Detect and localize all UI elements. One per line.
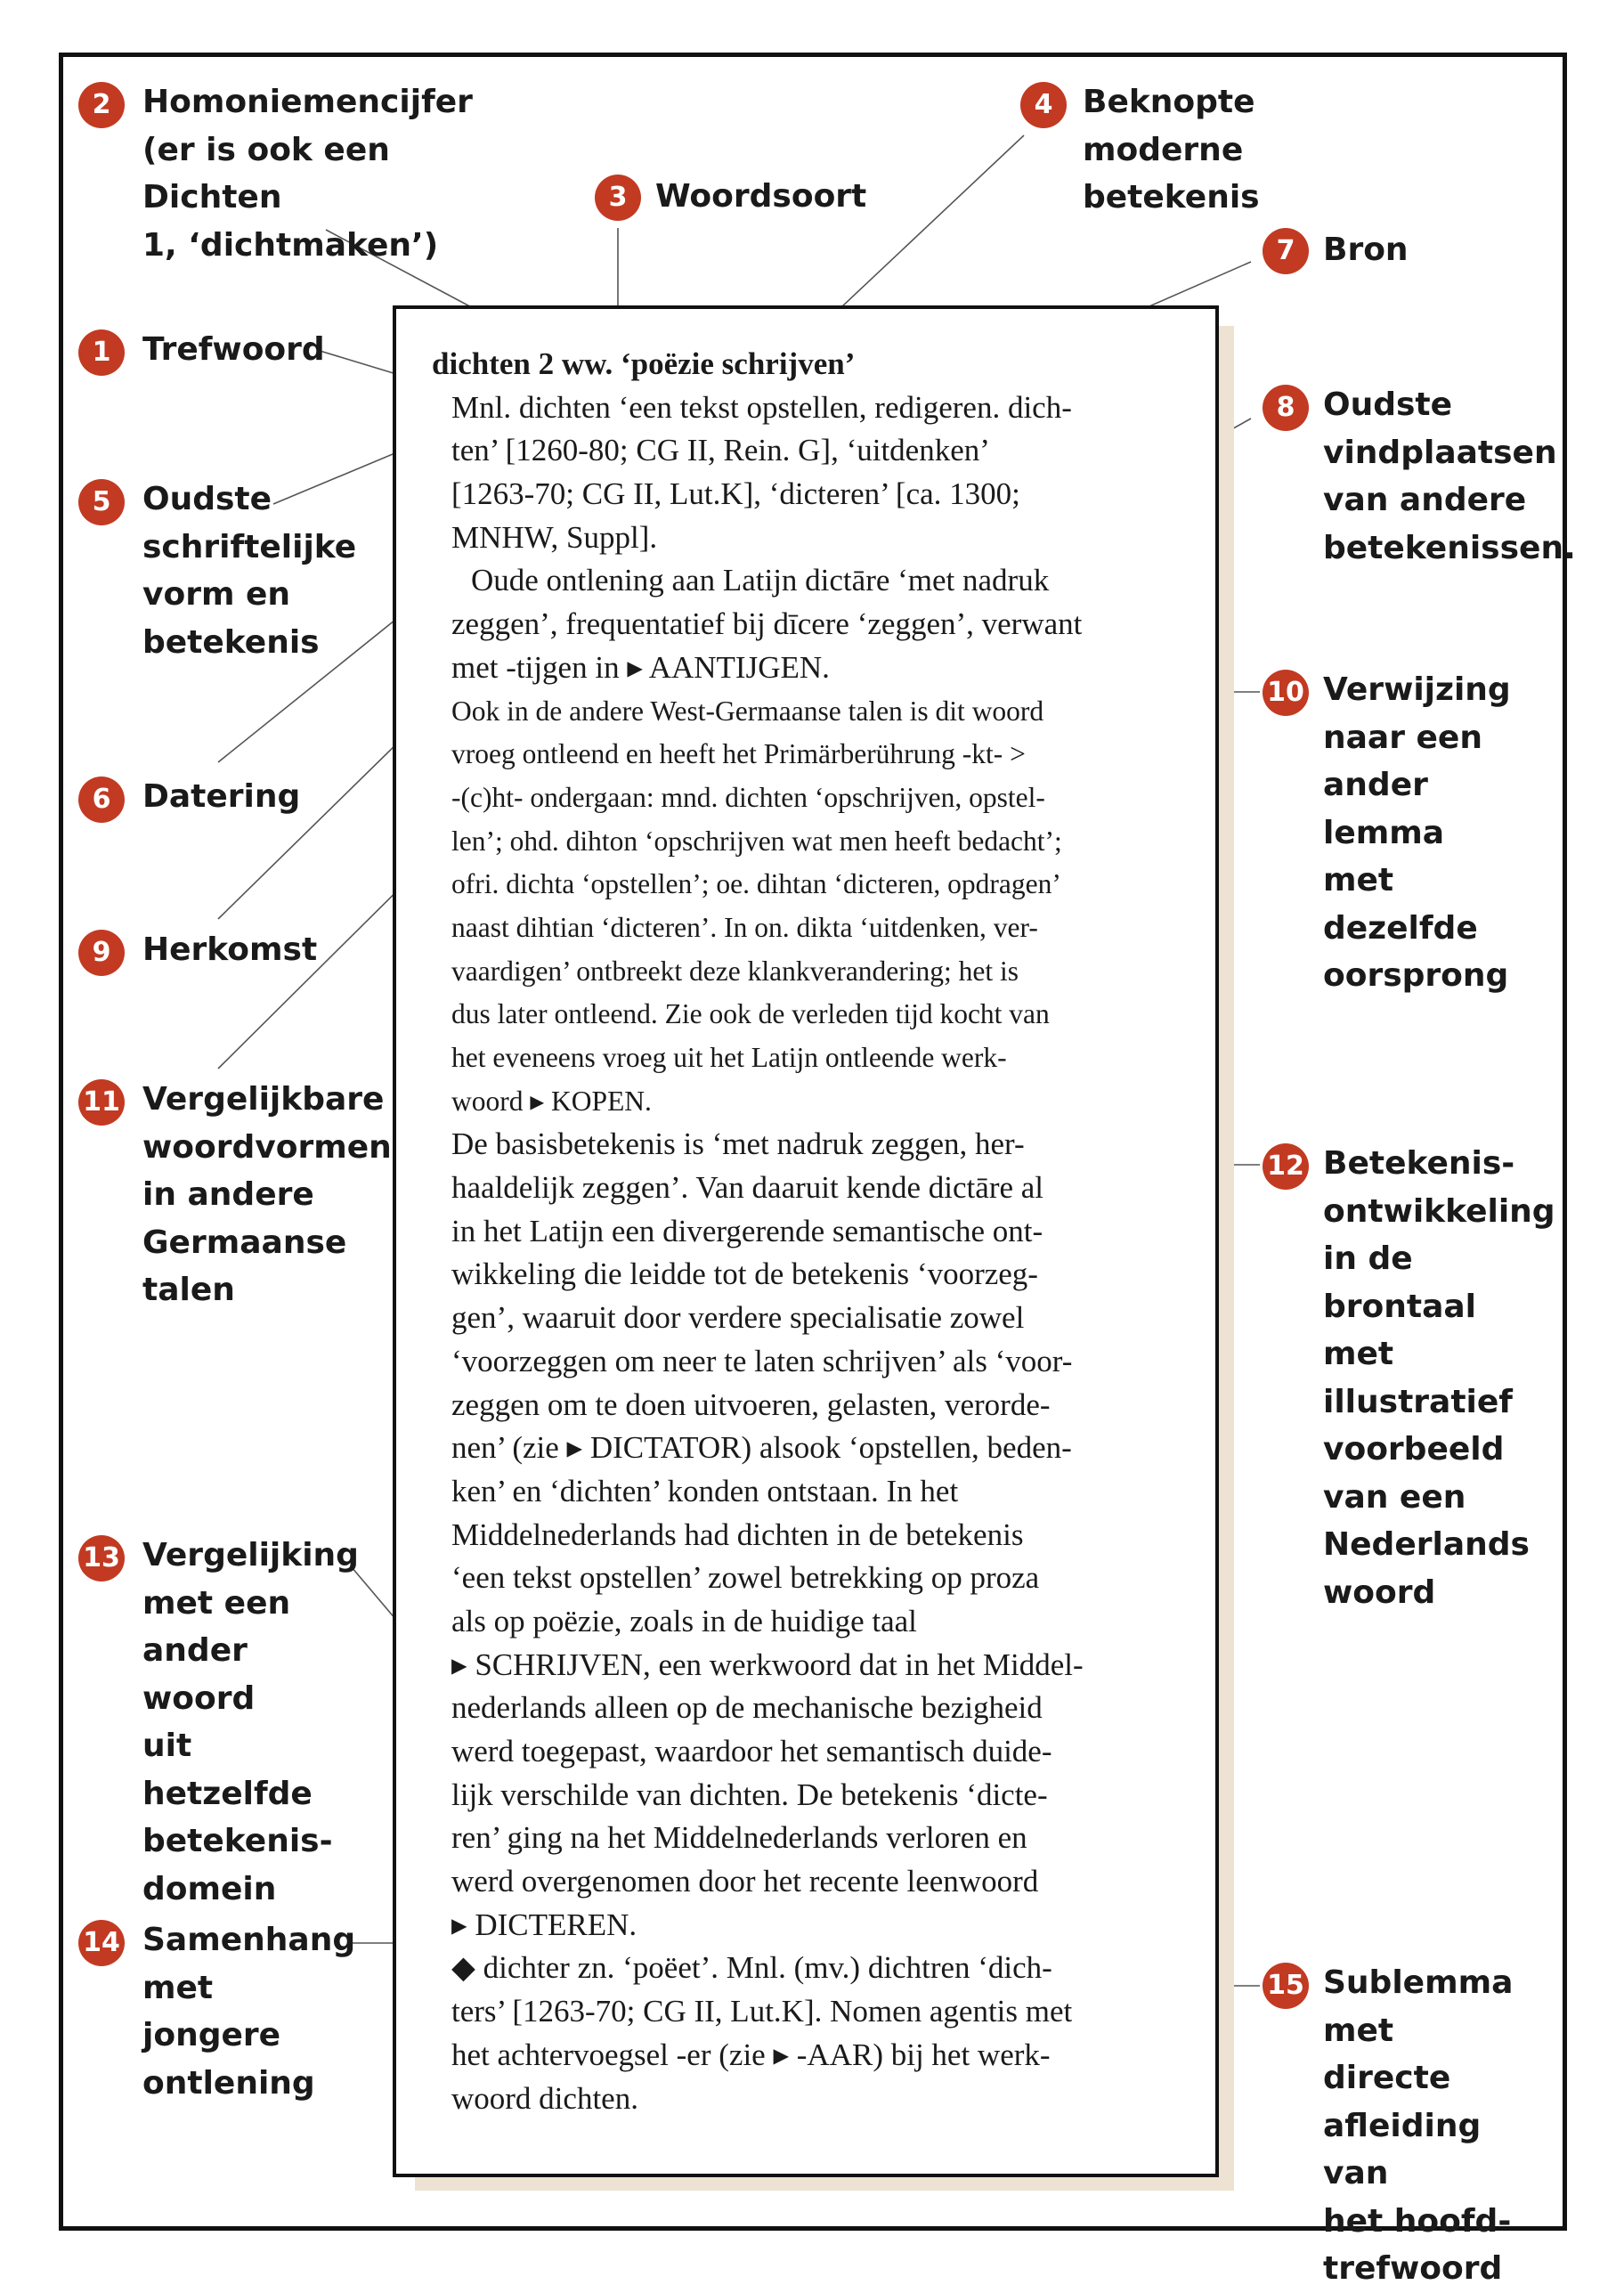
callout-badge: 14	[78, 1920, 125, 1966]
entry-line: ten’ [1260-80; CG II, Rein. G], ‘uitdenken’	[451, 433, 990, 468]
entry-text	[432, 343, 1198, 2120]
entry-line: het achtervoegsel -er (zie ▸ -AAR) bij het werk-	[451, 2037, 1051, 2072]
entry-line: zeggen’, frequentatief bij dīcere ‘zeggen’, verwant	[451, 606, 1083, 642]
entry-line: haaldelijk zeggen’. Van daaruit kende dictāre al	[451, 1170, 1044, 1206]
callout-label: Trefwoord	[142, 331, 325, 368]
entry-line: ▸ DICTEREN.	[451, 1907, 637, 1942]
entry-line: vroeg ontleend en heeft het Primärberührung -kt- >	[451, 738, 1026, 770]
entry-line: len’; ohd. dihton ‘opschrijven wat men heeft bedacht’;	[451, 825, 1062, 857]
callout-badge: 5	[78, 479, 125, 525]
entry-line: ken’ en ‘dichten’ konden ontstaan. In het	[451, 1473, 959, 1508]
entry-line: nen’ (zie ▸ DICTATOR) alsook ‘opstellen, beden-	[451, 1430, 1072, 1466]
callout-badge: 6	[78, 777, 125, 823]
entry-line: -(c)ht- ondergaan: mnd. dichten ‘opschrijven, opstel-	[451, 781, 1045, 813]
callout-badge: 9	[78, 930, 125, 976]
callout-label: Vergelijking met een ander woord uit hetzelfde betekenis- domein	[142, 1537, 359, 1907]
entry-line: ‘voorzeggen om neer te laten schrijven’ als ‘voor-	[451, 1343, 1073, 1378]
callout-label: Datering	[142, 778, 301, 815]
entry-line: woord ▸ KOPEN.	[451, 1085, 652, 1117]
callout-badge: 15	[1263, 1963, 1309, 2009]
entry-line-sublemma: ◆ dichter zn. ‘poëet’. Mnl. (mv.) dichtren ‘dich-	[451, 1950, 1052, 1986]
callout-label: Beknopte moderne betekenis	[1083, 84, 1260, 215]
callout-badge: 4	[1020, 82, 1067, 128]
entry-line: in het Latijn een divergerende semantische ont-	[451, 1213, 1043, 1248]
dictionary-entry	[393, 305, 1219, 2177]
entry-line: als op poëzie, zoals in de huidige taal	[451, 1603, 917, 1638]
callout-label: Verwijzing naar een ander lemma met dezelfde oorsprong	[1323, 671, 1511, 994]
callout-badge: 11	[78, 1079, 125, 1126]
entry-line: woord dichten.	[451, 2080, 638, 2116]
callout-badge: 10	[1263, 670, 1309, 716]
callout-label: Vergelijkbare woordvormen in andere Germaanse talen	[142, 1081, 392, 1308]
callout-label: Oudste vindplaatsen van andere betekenissen.	[1323, 386, 1576, 566]
entry-line: Middelnederlands had dichten in de betekenis	[451, 1516, 1024, 1552]
entry-line: ‘een tekst opstellen’ zowel betrekking op proza	[451, 1560, 1040, 1596]
entry-line: De basisbetekenis is ‘met nadruk zeggen, her-	[451, 1126, 1025, 1162]
entry-line-headword: dichten 2 ww. ‘poëzie schrijven’	[432, 346, 856, 381]
callout-label: Woordsoort	[655, 178, 867, 215]
callout-label: Herkomst	[142, 931, 318, 968]
callout-label: Oudste schriftelijke vorm en betekenis	[142, 481, 357, 661]
entry-line: nederlands alleen op de mechanische bezigheid	[451, 1690, 1043, 1726]
callout-badge: 1	[78, 329, 125, 376]
entry-line: Mnl. dichten ‘een tekst opstellen, redigeren. dich-	[451, 389, 1072, 425]
entry-line: werd overgenomen door het recente leenwoord	[451, 1864, 1039, 1899]
entry-line: met -tijgen in ▸ AANTIJGEN.	[451, 649, 830, 685]
callout-badge: 7	[1263, 228, 1309, 274]
callout-label: Samenhang met jongere ontlening	[142, 1922, 356, 2102]
entry-line: ofri. dichta ‘opstellen’; oe. dihtan ‘dicteren, opdragen’	[451, 868, 1061, 900]
entry-line: MNHW, Suppl].	[451, 519, 658, 555]
callout-badge: 3	[595, 175, 641, 221]
callout-badge: 13	[78, 1535, 125, 1582]
callout-badge: 8	[1263, 385, 1309, 431]
entry-line: werd toegepast, waardoor het semantisch duide-	[451, 1734, 1052, 1769]
entry-line: lijk verschilde van dichten. De betekenis ‘dicte-	[451, 1777, 1048, 1812]
callout-badge: 2	[78, 82, 125, 128]
entry-line: wikkeling die leidde tot de betekenis ‘voorzeg-	[451, 1256, 1038, 1292]
callout-label: Homoniemencijfer (er is ook een Dichten 1, ‘dichtmaken’)	[142, 84, 473, 264]
entry-line: Ook in de andere West-Germaanse talen is dit woord	[451, 695, 1044, 727]
entry-line: het eveneens vroeg uit het Latijn ontleende werk-	[451, 1042, 1007, 1073]
callout-label: Sublemma met directe afleiding van het hoofd- trefwoord	[1323, 1964, 1514, 2287]
entry-line: [1263-70; CG II, Lut.K], ‘dicteren’ [ca. 1300;	[451, 476, 1020, 512]
entry-line: vaardigen’ ontbreekt deze klankverandering; het is	[451, 955, 1019, 987]
entry-line: ▸ SCHRIJVEN, een werkwoord dat in het Middel-	[451, 1647, 1084, 1682]
callout-badge: 12	[1263, 1143, 1309, 1190]
entry-line: gen’, waaruit door verdere specialisatie zowel	[451, 1300, 1025, 1336]
entry-line: dus later ontleend. Zie ook de verleden tijd kocht van	[451, 998, 1050, 1030]
entry-line: ren’ ging na het Middelnederlands verloren en	[451, 1820, 1027, 1856]
entry-line: zeggen om te doen uitvoeren, gelasten, verorde-	[451, 1386, 1051, 1422]
callout-label: Betekenis- ontwikkeling in de brontaal met illustratief voorbeeld van een Nederlands woord	[1323, 1145, 1555, 1611]
entry-line: ters’ [1263-70; CG II, Lut.K]. Nomen agentis met	[451, 1994, 1073, 2029]
entry-line: Oude ontlening aan Latijn dictāre ‘met nadruk	[471, 563, 1050, 598]
entry-line: naast dihtian ‘dicteren’. In on. dikta ‘uitdenken, ver-	[451, 911, 1038, 943]
callout-label: Bron	[1323, 232, 1409, 268]
